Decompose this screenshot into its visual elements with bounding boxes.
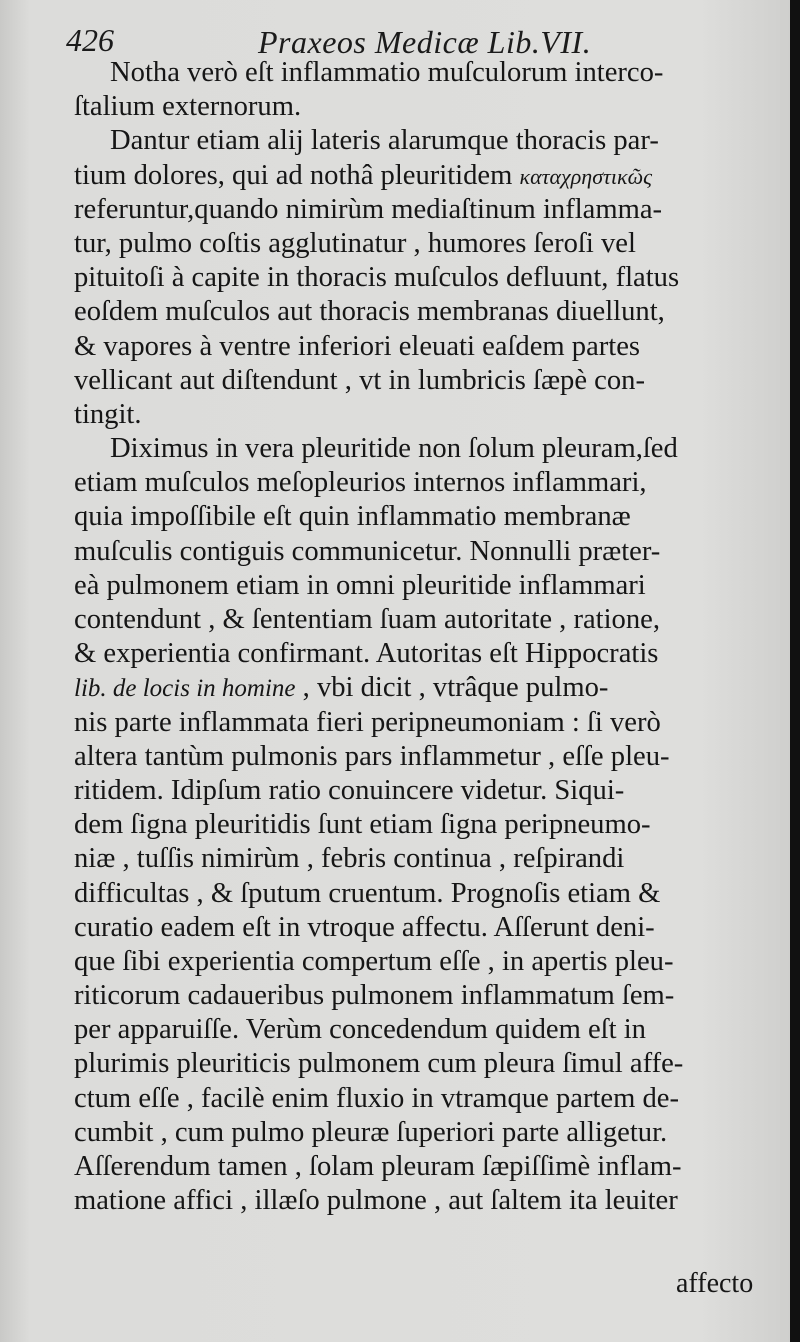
line-text: plurimis pleuriticis pulmonem cum pleura ſimul affe- (74, 1048, 684, 1080)
text-line (74, 261, 764, 295)
line-text: vellicant aut diſtendunt , vt in lumbricis ſæpè con- (74, 364, 645, 396)
text-line (74, 740, 764, 774)
line-text: Dantur etiam alij lateris alarumque thoracis par- (110, 125, 659, 157)
italic-reference: lib. de locis in homine (74, 675, 296, 703)
text-line (74, 1184, 764, 1218)
line-text: tur, pulmo coſtis agglutinatur , humores ſeroſi vel (74, 227, 636, 259)
page-number: 426 (66, 22, 114, 58)
text-line (74, 398, 764, 432)
line-text: & experientia confirmant. Autoritas eſt Hippocratis (74, 638, 659, 670)
line-text: niæ , tuſſis nimirùm , febris continua , reſpirandi (74, 843, 625, 875)
line-text: curatio eadem eſt in vtroque affectu. Aſſerunt deni- (74, 911, 655, 943)
line-text: altera tantùm pulmonis pars inflammetur , eſſe pleu- (74, 740, 670, 772)
line-text: dem ſigna pleuritidis ſunt etiam ſigna peripneumo- (74, 809, 651, 841)
text-line (74, 90, 764, 124)
line-text: Notha verò eſt inflammatio muſculorum interco- (110, 57, 664, 88)
text-line (74, 603, 764, 637)
text-line (74, 227, 764, 261)
line-text: nis parte inflammata fieri peripneumoniam : ſi verò (74, 706, 661, 738)
line-text: muſculis contiguis communicetur. Nonnulli præter- (74, 535, 661, 567)
text-line (74, 911, 764, 945)
line-text: eà pulmonem etiam in omni pleuritide inflammari (74, 569, 646, 601)
text-line (74, 466, 764, 500)
line-text: difficultas , & ſputum cruentum. Prognoſis etiam & (74, 877, 661, 909)
line-text: per apparuiſſe. Verùm concedendum quidem eſt in (74, 1014, 646, 1046)
text-line (74, 432, 764, 466)
line-text: quia impoſſibile eſt quin inflammatio membranæ (74, 501, 631, 533)
text-line (74, 1150, 764, 1184)
line-text: contendunt , & ſententiam ſuam autoritate , ratione, (74, 604, 660, 635)
text-line (74, 1082, 764, 1116)
text-line (74, 124, 764, 158)
text-line (74, 159, 764, 193)
text-line (74, 295, 764, 329)
line-text: eoſdem muſculos aut thoracis membranas diuellunt, (74, 296, 665, 328)
line-text: que ſibi experientia compertum eſſe , in apertis pleu- (74, 945, 674, 977)
text-line (74, 706, 764, 740)
line-text: ritidem. Idipſum ratio conuincere videtur. Siqui- (74, 774, 625, 806)
text-line (74, 774, 764, 808)
line-text: , vbi dicit , vtrâque pulmo- (295, 672, 609, 704)
line-text: cumbit , cum pulmo pleuræ ſuperiori parte alligetur. (74, 1116, 668, 1148)
text-line (74, 1047, 764, 1081)
line-text: tium dolores, qui ad nothâ pleuritidem (74, 159, 520, 191)
line-text: & vapores à ventre inferiori eleuati eaſdem partes (74, 330, 641, 362)
text-line (74, 877, 764, 911)
line-text: etiam muſculos meſopleurios internos inflammari, (74, 467, 647, 499)
text-line (74, 979, 764, 1013)
line-text: matione affici , illæſo pulmone , aut ſaltem ita leuiter (74, 1185, 678, 1217)
binding-gutter (790, 0, 800, 1342)
body-text (74, 56, 764, 1218)
text-line (74, 671, 764, 705)
line-text: Aſſerendum tamen , ſolam pleuram ſæpiſſimè inflam- (74, 1151, 682, 1182)
line-text: Diximus in vera pleuritide non ſolum pleuram,ſed (110, 433, 678, 465)
text-line (74, 1116, 764, 1150)
catchword: affecto (676, 1268, 754, 1299)
text-line (74, 193, 764, 227)
line-text: ctum eſſe , facilè enim fluxio in vtramque partem de- (74, 1082, 680, 1114)
text-line (74, 569, 764, 603)
text-line (74, 364, 764, 398)
text-line (74, 945, 764, 979)
line-text: riticorum cadaueribus pulmonem inflammatum ſem- (74, 980, 675, 1012)
line-text: tingit. (74, 398, 142, 430)
text-line (74, 637, 764, 671)
text-line (74, 535, 764, 569)
text-line (74, 1013, 764, 1047)
line-text: referuntur,quando nimirùm mediaſtinum inflamma- (74, 193, 663, 225)
line-text: pituitoſi à capite in thoracis muſculos defluunt, flatus (74, 262, 680, 294)
text-line (74, 330, 764, 364)
running-title: Praxeos Medicæ Lib.VII. (258, 24, 592, 60)
text-line (74, 842, 764, 876)
line-text: ſtalium externorum. (74, 91, 302, 123)
text-line (74, 808, 764, 842)
text-line (74, 500, 764, 534)
greek-word: καταχρηστικῶς (519, 163, 653, 189)
text-line (74, 56, 764, 90)
